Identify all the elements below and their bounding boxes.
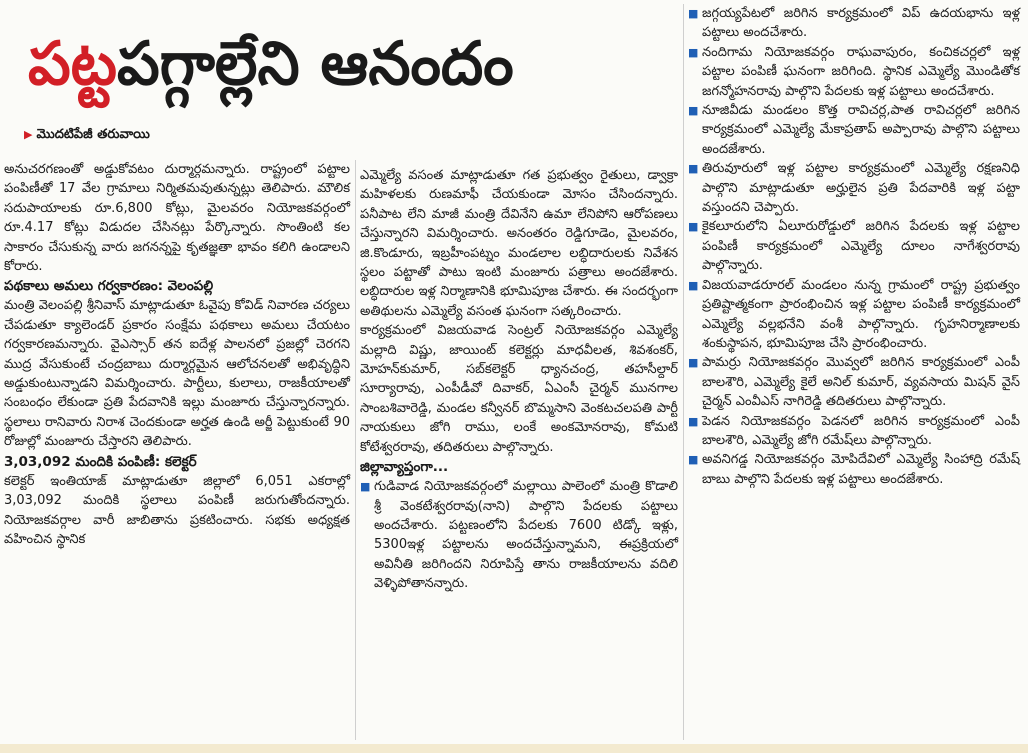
district-item-text: గుడివాడ నియోజకవర్గంలో మల్లాయి పాలెంలో మంత్రి కొడాలి శ్రీ వెంకటేశ్వరరావు(నాని) పాల్గొని పేదలకు పట్టాలు అందచేశారు. పట్టణంలోని పేదలకు 7600 టిడ్కో ఇళ్లు, 5300ఇళ్ల పట్టాలను అందచేస్తున్నామని, ఈప్రక్రియలో అవినీతి జరిగిందని నిరూపిస్తే తాను రాజకీయాలను వదిలి వెళ్ళిపోతానన్నారు.	[374, 479, 678, 592]
square-bullet-icon: ■	[688, 278, 699, 292]
square-bullet-icon: ■	[688, 45, 699, 59]
left-paragraph-2: మంత్రి వెలంపల్లి శ్రీనివాస్ మాట్లాడుతూ ఓవైపు కోవిడ్ నివారణ చర్యలు చేపడుతూ క్యాలెండర్ ప్రకారం సంక్షేమ పథకాలు అమలు చేయటం గర్వకారణమన్నారు. వైఎస్సార్ తన ఐదేళ్ల పాలనలో ప్రజల్లో చెరగని ముద్ర వేసుకుంటే చంద్రబాబు దుర్మార్గమైన ఆలోచనలతో అభివృద్ధిని అడ్డుకుంటున్నాడని విమర్శించారు. పార్టీలు, కులాలు, రాజకీయాలతో సంబంధం లేకుండా ప్రతి పేదవానికి ఇల్లు మంజూరు చేస్తున్నారన్నారు. స్థలాలు రానివారు నిరాశ చెందకుండా అర్హత ఉండి అర్జీ పెట్టుకుంటే 90 రోజుల్లో మంజూరు చేస్తారని తెలిపారు.	[4, 298, 350, 450]
page-bottom-strip	[0, 744, 1028, 753]
middle-column	[360, 166, 678, 594]
headline-red-part: పట్ట	[28, 29, 117, 99]
district-item	[688, 4, 1020, 43]
square-bullet-icon: ■	[360, 480, 371, 494]
district-item	[688, 101, 1020, 159]
district-item	[688, 412, 1020, 451]
district-item-text: నందిగామ నియోజకవర్గం రాఘవాపురం, కంచికచర్లలో ఇళ్ల పట్టాల పంపిణీ ఘనంగా జరిగింది. స్థానిక ఎమ్మెల్యే మొండితోక జగన్మోహనరావు పాల్గొని పేదలకు ఇళ్ల పట్టాలు అందచేశారు.	[702, 44, 1020, 99]
left-subheading-2: 3,03,092 మందికి పంపిణీ: కలెక్టర్	[4, 453, 197, 470]
middle-paragraph-1: ఎమ్మెల్యే వసంత మాట్లాడుతూ గత ప్రభుత్వం రైతులు, డ్వాక్రా మహిళలకు రుణమాఫీ చేయకుండా మోసం చేసిందన్నారు. పనీపాట లేని మాజీ మంత్రి దేవినేని ఉమా లేనిపోని ఆరోపణలు చేస్తున్నారని విమర్శించారు. అనంతరం రెడ్డిగూడెం, మైలవరం, జి.కొండూరు, ఇబ్రహీంపట్నం మండలాల లబ్ధిదారులకు నివేశన స్థలం పట్టాతో పాటు ఇంటి మంజూరు పత్రాలు అందజేశారు. లబ్ధిదారుల ఇళ్ల నిర్మాణానికి భూమిపూజ చేశారు. ఈ సందర్భంగా అతిథులను ఎమ్మెల్యే వసంత ఘనంగా సత్కరించారు.	[360, 168, 678, 319]
middle-subheading: జిల్లావ్యాప్తంగా...	[360, 459, 449, 476]
middle-paragraph-2: కార్యక్రమంలో విజయవాడ సెంట్రల్ నియోజకవర్గం ఎమ్మెల్యే మల్లాది విష్ణు, జాయింట్ కలెక్టర్లు మాధవీలత, శివశంకర్, మోహన్‌కుమార్, సబ్‌కలెక్టర్ ధ్యానచంద్ర, తహసీల్దార్ సూర్యారావు, ఎంపీడీవో దివాకర్, ఏఎంసీ చైర్మన్ మునగాల సాంబశివారెడ్డి, మండల కన్వీనర్ బొమ్మసాని వెంకటచలపతి పార్టీ నాయకులు జోగి రాము, లంకే అంకమోనరావు, కోమటి కోటేశ్వరరావు, తదితరులు పాల్గొన్నారు.	[360, 323, 678, 455]
square-bullet-icon: ■	[688, 162, 699, 176]
left-subheading-1: పథకాలు అమలు గర్వకారణం: వెలంపల్లి	[4, 278, 214, 295]
square-bullet-icon: ■	[688, 220, 699, 234]
district-item-text: పామర్రు నియోజకవర్గం మొవ్వలో జరిగిన కార్యక్రమంలో ఎంపీ బాలశౌరి, ఎమ్మెల్యే కైలే అనిల్ కుమార్, వ్యవసాయ మిషన్ వైస్ చైర్మన్ ఎంవీఎస్ నాగిరెడ్డి తదితరులు పాల్గొన్నారు.	[702, 355, 1020, 410]
left-paragraph-1: అనుచరగణంతో అడ్డుకోవటం దుర్మార్గమన్నారు. రాష్ట్రంలో పట్టాల పంపిణీతో 17 వేల గ్రామాలు నిర్మితమవుతున్నట్లు తెలిపారు. మౌలిక సదుపాయాలకు రూ.6,800 కోట్లు, మైలవరం నియోజకవర్గంలో రూ.4.17 కోట్లు విడుదల చేసినట్లు పేర్కొన్నారు. సొంతింటి కల సాకారం చేసుకున్న వారు జగనన్నపై కృతజ్ఞతా భావం కలిగి ఉండాలని కోరారు.	[4, 162, 350, 275]
district-item-text: అవనిగడ్డ నియోజకవర్గం మోపిదేవిలో ఎమ్మెల్యే సింహాద్రి రమేష్ బాబు పాల్గొని పేదలకు ఇళ్ల పట్టాలు అందజేశారు.	[702, 452, 1020, 487]
right-column	[688, 4, 1020, 489]
headline	[28, 14, 688, 114]
left-column	[0, 160, 350, 549]
square-bullet-icon: ■	[688, 414, 699, 428]
district-item	[688, 450, 1020, 489]
district-item	[688, 276, 1020, 354]
district-item	[688, 43, 1020, 101]
column-divider	[355, 160, 356, 740]
district-item	[688, 217, 1020, 275]
headline-black-part: పగ్గాల్లేని ఆనందం	[116, 29, 514, 99]
square-bullet-icon: ■	[688, 104, 699, 118]
district-item	[360, 477, 678, 593]
square-bullet-icon: ■	[688, 453, 699, 467]
district-item	[688, 353, 1020, 411]
column-divider	[683, 4, 684, 740]
district-item-text: విజయవాడరూరల్ మండలం నున్న గ్రామంలో రాష్ట్ర ప్రభుత్వం ప్రతిష్టాత్మకంగా ప్రారంభించిన ఇళ్ల పట్టాల పంపిణీ కార్యక్రమంలో ఎమ్మెల్యే వల్లభనేని వంశీ పాల్గొన్నారు. గృహనిర్మాణాలకు శంకుస్థాపన, భూమిపూజ చేసి ప్రారంభించారు.	[702, 277, 1020, 351]
district-item-text: తిరువూరులో ఇళ్ల పట్టాల కార్యక్రమంలో ఎమ్మెల్యే రక్షణనిధి పాల్గొని మాట్లాడుతూ అర్హులైన ప్రతి పేదవారికి ఇళ్ల పట్టా వస్తుందని చెప్పారు.	[702, 161, 1020, 216]
continued-from-marker	[24, 127, 150, 145]
district-item-text: పెడన నియోజకవర్గం పెడనలో జరిగిన కార్యక్రమంలో ఎంపీ బాలశౌరి, ఎమ్మెల్యే జోగి రమేష్‌లు పాల్గొన్నారు.	[702, 413, 1020, 448]
district-item-text: కైకలూరులోని ఏలూరురోడ్డులో జరిగిన పేదలకు ఇళ్ల పట్టాల పంపిణీ కార్యక్రమంలో ఎమ్మెల్యే దూలం నాగేశ్వరరావు పాల్గొన్నారు.	[702, 219, 1020, 274]
district-item	[688, 159, 1020, 217]
square-bullet-icon: ■	[688, 356, 699, 370]
left-paragraph-3: కలెక్టర్ ఇంతియాజ్ మాట్లాడుతూ జిల్లాలో 6,051 ఎకరాల్లో 3,03,092 మందికి స్థలాలు పంపిణీ జరుగుతోందన్నారు. నియోజకవర్గాల వారీ జాబితాను ప్రకటించారు. సభకు అధ్యక్షత వహించిన స్థానిక	[4, 473, 350, 547]
district-item-text: జగ్గయ్యపేటలో జరిగిన కార్యక్రమంలో విప్ ఉదయభాను ఇళ్ల పట్టాలు అందచేశారు.	[702, 6, 1020, 41]
triangle-icon: ▶	[24, 128, 33, 141]
kicker-text: మొదటిపేజీ తరువాయి	[36, 127, 150, 142]
square-bullet-icon: ■	[688, 7, 699, 20]
district-item-text: నూజివీడు మండలం కొత్త రావిచర్ల,పాత రావిచర్లలో జరిగిన కార్యక్రమంలో ఎమ్మెల్యే మేకాప్రతాప్ అప్పారావు పాల్గొని పట్టాలు అందజేశారు.	[702, 103, 1020, 157]
